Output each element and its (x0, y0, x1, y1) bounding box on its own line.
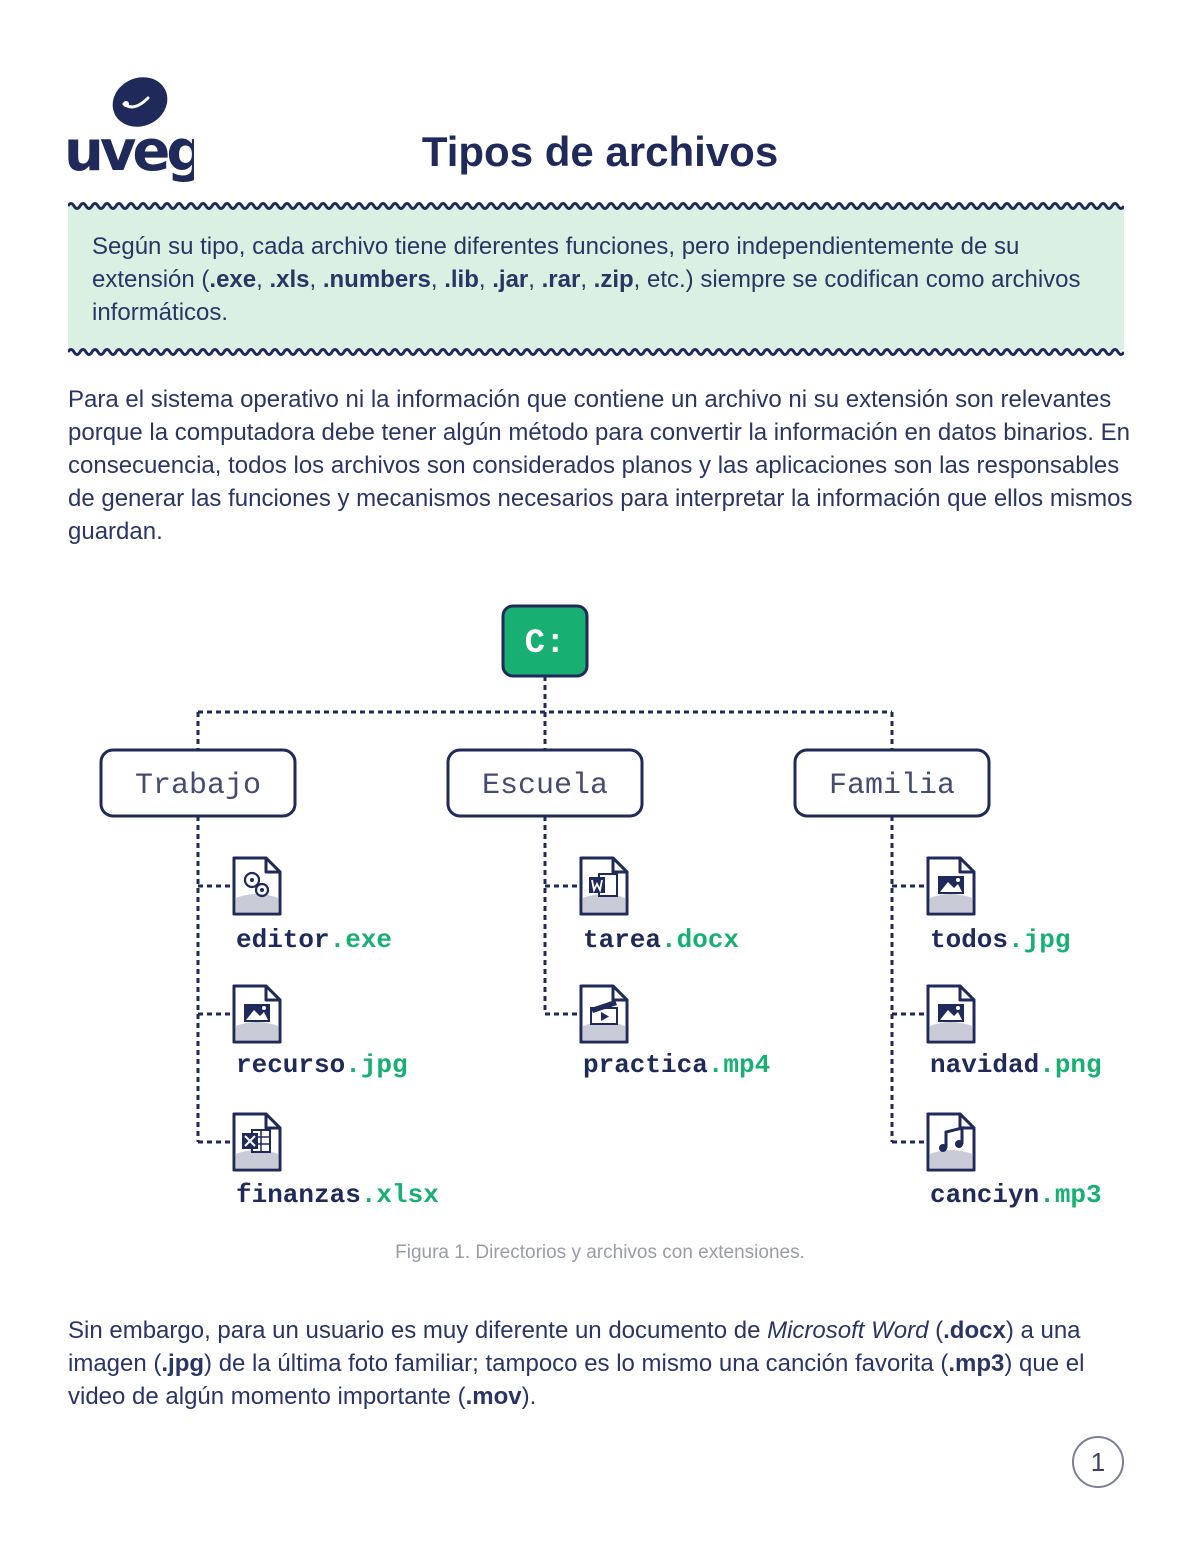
image-icon (928, 986, 974, 1042)
page-title: Tipos de archivos (421, 128, 779, 175)
folder-label: Familia (828, 769, 956, 803)
file-name-label: navidad.png (930, 1050, 1102, 1080)
body-paragraph-1: Para el sistema operativo ni la información que contiene un archivo ni su extensión son relevantes porque la computadora debe tener algún método para convertir la información en datos binarios. En consecuencia, todos los archivos son considerados planos y las aplicaciones son las responsables de generar las funciones y mecanismos necesarios para interpretar la información que ellos mismos guardan. (68, 386, 1133, 545)
word-icon (581, 858, 627, 914)
folder-escuela (448, 750, 642, 816)
gears-icon (234, 858, 280, 914)
folder-label: Trabajo (134, 769, 262, 803)
figure-caption: Figura 1. Directorios y archivos con extensiones. (395, 1242, 805, 1263)
file-name-label: tarea.docx (583, 925, 740, 955)
body-paragraph-2: Sin embargo, para un usuario es muy diferente un documento de Microsoft Word (.docx) a una imagen (.jpg) de la última foto familiar; tampoco es lo mismo una canción favorita (.mp3) que el video de algún momento importante (.mov). (68, 1317, 1085, 1410)
file-name-label: editor.exe (236, 925, 393, 955)
callout-box (68, 200, 1124, 356)
root-drive-label: C: (524, 625, 566, 663)
folder-label: Escuela (481, 769, 609, 803)
file-name-label: todos.jpg (930, 925, 1071, 955)
music-icon (928, 1114, 974, 1170)
file-item (581, 858, 739, 955)
file-name-label: finanzas.xlsx (236, 1180, 439, 1210)
file-name-label: practica.mp4 (583, 1050, 771, 1080)
file-item (234, 986, 408, 1080)
file-item (234, 1114, 439, 1210)
file-item (928, 858, 1070, 955)
folder-trabajo (101, 750, 295, 816)
image-icon (928, 858, 974, 914)
uveg-logo (62, 72, 194, 187)
root-drive-node (503, 606, 587, 676)
excel-icon (234, 1114, 280, 1170)
image-icon (234, 986, 280, 1042)
file-item (928, 986, 1102, 1080)
file-item (234, 858, 392, 955)
callout-text: Según su tipo, cada archivo tiene diferentes funciones, pero independientemente de su extensión (.exe, .xls, .numbers, .lib, .jar, .rar, .zip, etc.) siempre se codifican como archivos informáticos. (92, 233, 1081, 326)
wave-divider-top (68, 200, 1124, 212)
video-icon (581, 986, 627, 1042)
folder-familia (795, 750, 989, 816)
page-number: 1 (1072, 1436, 1124, 1488)
logo-text: uveg (64, 119, 194, 184)
file-name-label: recurso.jpg (236, 1050, 408, 1080)
file-item (581, 986, 770, 1080)
file-item (928, 1114, 1102, 1210)
file-name-label: canciyn.mp3 (930, 1180, 1102, 1210)
wave-divider-bottom (68, 346, 1124, 358)
directory-tree-diagram (0, 596, 1200, 1226)
